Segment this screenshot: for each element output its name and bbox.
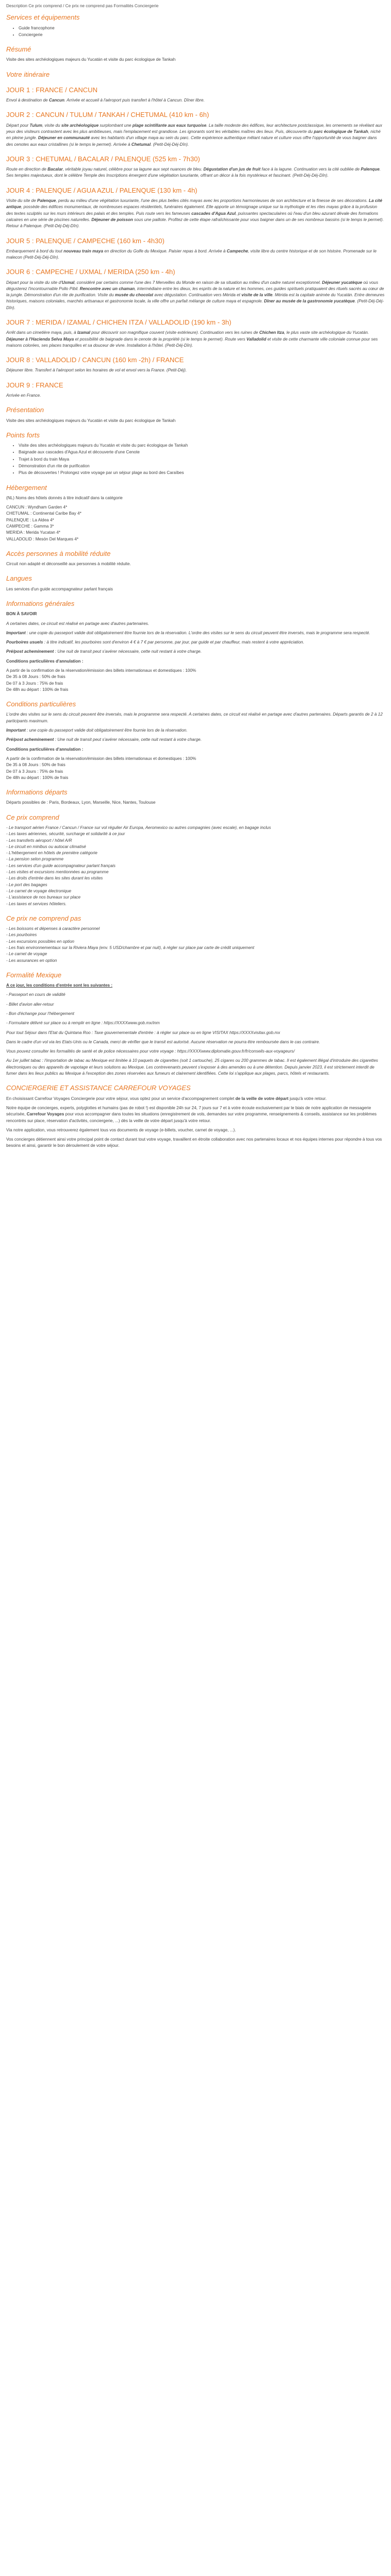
hotel-list — [6, 504, 385, 543]
day-description — [6, 330, 385, 349]
annulation-line: A partir de la confirmation de la réservation/émission des billets internationaux et domestiques : 100% — [6, 756, 197, 761]
prix-comprend-list — [6, 825, 385, 907]
infos-depart-title: Informations départs — [6, 788, 68, 796]
prix-comprend-line: - L'hébergement en hôtels de première catégorie — [6, 851, 97, 856]
prix-comprend-line: - Le transport aérien France / Cancun / France sur vol régulier Air Europa, Aeromexico ou autres compagnies (avec escale), en bagage inclus — [6, 825, 271, 830]
text-run: . Ses temples majestueux, dont le célèbre Temple des Inscriptions émergent d'une végétation luxuriante, offrant un décor à la fois mystérieux et fascinant. (Petit-Déj-Déj-Dîn). — [6, 167, 381, 178]
prix-comprend-line: - La pension selon programme — [6, 857, 64, 862]
text-run: L'ordre des visites sur le sens du circuit peuvent être inversés, mais le programme sera respecté. A certaines dates, ce circuit est réalisé en partage avec d'autres partenaires. Départs garantis de 2 à 12 participants maximum. — [6, 712, 383, 723]
annulation-list — [6, 756, 385, 781]
text-run: , puissantes spectaculaires où l'eau d'un bleu azurant dévale des formations calcaires en une série de piscines naturelles. — [6, 211, 379, 222]
text-run: Déjeuner libre. Transfert à l'aéroport selon les horaires de vol et envol vers la France. (Petit-Déj). — [6, 368, 187, 373]
formalite-paragraph: Vous pouvez consulter les formalités de santé et de police nécessaires pour votre voyage : https://XXXXwww.diplomatie.gouv.fr/fr/conseils-aux-voyageurs/ — [6, 1049, 295, 1054]
hotel-line: VALLADOLID : Mesón Del Marques 4* — [6, 536, 79, 541]
point-fort-item: • Baignade aux cascades d'Agua Azul et découverte d'une Cenote — [19, 449, 385, 455]
bold-run: Campeche — [226, 248, 248, 253]
bold-run: de la veille de votre départ — [235, 1096, 289, 1101]
product-page — [0, 0, 391, 1162]
bold-run: plage scintillante aux eaux turquoise — [132, 123, 207, 128]
text-run: : Une nuit de transit peut s'avérer nécessaire, cette nuit restant à votre charge. — [54, 649, 202, 654]
hotel-line: CANCUN : Wyndham Garden 4* — [6, 505, 68, 510]
text-run: avec les habitants d'un village maya au sein du parc. Cette expérience authentique mêlant nature et culture vous offre l'opportunité de vous baigner dans des cenotes aux eaux cristallines (si le temps le permet). Arrivée à — [6, 135, 377, 147]
annulation-list — [6, 668, 385, 693]
formalite-paragraph: Pour tout Séjour dans l'Etat du Quintana Roo : Taxe gouvernementale d'entrée : à régler sur place ou en ligne VISITAX https://XXXXvisitax.gob.mx — [6, 1030, 281, 1035]
bold-run: Izamal — [77, 330, 90, 335]
bold-run: Tulum — [29, 123, 42, 128]
day-description — [6, 123, 385, 148]
acces-text: Circuit non adapté et déconseillé aux personnes à mobilité réduite. — [6, 562, 131, 567]
prix-comprend-line: - Les taxes aériennes, sécurité, surcharge et solidarité à ce jour — [6, 832, 125, 837]
service-item: • Conciergerie — [19, 32, 385, 38]
conciergerie-paras — [6, 1096, 385, 1149]
prix-comprend-line: - L'assistance de nos bureaux sur place — [6, 895, 81, 900]
bold-run: Uxmal — [61, 280, 75, 285]
prix-comprend-line: - Les transferts aéroport / hôtel A/R — [6, 838, 72, 843]
text-run: En choisissant Carrefour Voyages Conciergerie pour votre séjour, vous optez pour un service d'accompagnement complet — [6, 1096, 236, 1101]
bold-run: Palenque — [37, 198, 56, 204]
text-run: face à la lagune. Continuation vers la cité oubliée de — [260, 167, 361, 172]
formalite-item: - Bon d'échange pour l'hébergement — [6, 1011, 74, 1016]
annulation-line: De 35 à 08 Jours : 50% de frais — [6, 762, 66, 768]
prix-comprend-line: - Le carnet de voyage électronique — [6, 888, 72, 893]
prix-comprend-title: Ce prix comprend — [6, 813, 59, 821]
infos-depart-text: Départs possibles de : Paris, Bordeaux, Lyon, Marseille, Nice, Nantes, Toulouse — [6, 800, 156, 805]
text-run: : à titre indicatif, les pourboires sont d'environ 4 € à 7 € par personne, par jour, par guide et par chauffeur, mais restent à votre appréciation. — [43, 640, 304, 645]
hebergement-title: Hébergement — [6, 483, 47, 492]
formalite-subtitle: A ce jour, les conditions d'entrée sont les suivantes : — [6, 983, 112, 988]
bold-run: Déjeuner de poisson — [91, 217, 133, 222]
prix-comprend-line: - Les taxes et services hôteliers. — [6, 901, 67, 906]
annulation-line: De 07 à 3 Jours : 75% de frais — [6, 681, 63, 686]
text-run: , perdu au milieu d'une végétation luxuriante, l'une des plus belles cités mayas avec les proportions harmonieuses de son architecture et la finesse de ses décorations. — [56, 198, 369, 204]
text-run: et visite de cette charmante ville coloniale connue pour ses maisons colorées, ses places tranquilles et sa douceur de vivre. Installation à l'hôtel. (Petit-Déj-Dîn). — [6, 336, 378, 348]
day-description — [6, 393, 385, 399]
prix-ne-comprend-line: - Les excursions possibles en option — [6, 939, 74, 944]
info-paragraph — [6, 1137, 385, 1149]
bold-run: site archéologique — [61, 123, 99, 128]
resume-text: Visite des sites archéologiques majeurs du Yucatán et visite du parc écologique de Tankah — [6, 57, 176, 62]
info-paragraph — [6, 737, 385, 743]
bold-run: musée du chocolat — [115, 293, 153, 298]
text-run: et possibilité de baignade dans le cenote de la propriété (si le temps le permet). Route vers — [74, 336, 247, 342]
day-title: JOUR 3 : CHETUMAL / BACALAR / PALENQUE (525 km - 7h30) — [6, 155, 200, 163]
prix-ne-comprend-line: - Les pourboires — [6, 933, 37, 938]
services-list — [6, 25, 385, 39]
bold-run: Valladolid — [246, 336, 267, 342]
bold-run: Pré/post acheminement — [6, 649, 54, 654]
text-run: sous une paillote. Profitez de cette étape rafraîchissante pour vous baigner dans un de ses nombreux bassins (si le temps le permet). Retour à Palenque. (Petit-Déj-Déj-Dîn). — [6, 217, 384, 229]
day-title: JOUR 7 : MERIDA / IZAMAL / CHICHEN ITZA / VALLADOLID (190 km - 3h) — [6, 318, 232, 327]
text-run: . La taille modeste des édifices, leur architecture postclassique, les ornements se révélant aux yeux des visiteurs contrastent avec les plus ambitieuses, mais l'emplacement est grandiose. Les ignorants sont les véritables maîtres des lieux. Puis, découverte du — [6, 123, 382, 134]
bold-run: Important — [6, 728, 26, 733]
text-run: surplombant une — [99, 123, 133, 128]
text-run: Visite du site de — [6, 198, 37, 204]
bold-run: Dégustation d'un jus de fruit — [203, 167, 261, 172]
description-line: Description Ce prix comprend / Ce prix ne comprend pas Formalités Conciergerie — [6, 4, 159, 8]
annulation-line: De 35 à 08 Jours : 50% de frais — [6, 674, 66, 680]
prix-ne-comprend-line: - Les boissons et dépenses à caractère personnel — [6, 926, 100, 931]
bon-a-savoir-label: BON À SAVOIR — [6, 612, 37, 617]
text-run: pour découvrir son magnifique couvent (visite extérieure). Continuation vers les ruines de — [90, 330, 259, 335]
formalite-title: Formalité Mexique — [6, 971, 61, 979]
bold-run: Déjeuner en communauté — [38, 135, 90, 141]
infos-generales-title: Informations générales — [6, 600, 75, 608]
prix-ne-comprend-pas-title: Ce prix ne comprend pas — [6, 914, 82, 922]
bold-run: Palenque — [361, 167, 380, 172]
prix-ne-comprend-line: - Les assurances en option — [6, 958, 57, 963]
info-paragraph — [6, 639, 385, 646]
day-description — [6, 198, 385, 229]
presentation-text: Visite des sites archéologiques majeurs du Yucatán et visite du parc écologique de Tankah — [6, 418, 176, 423]
day-title: JOUR 8 : VALLADOLID / CANCUN (160 km -2h) / FRANCE — [6, 356, 184, 364]
text-run: pour vous accompagner dans toutes les situations (enregistrement de vols, demandes sur votre programme, renseignements & conseils, assistance sur les problèmes rencontrés sur place, réservation d'activités, conciergerie, ...) dès la veille de votre départ jusqu'à votre retour. — [6, 1112, 377, 1123]
bold-run: Pourboires usuels — [6, 640, 43, 645]
bold-run: Déjeuner à l'Hacienda Selva Maya — [6, 336, 74, 342]
day-title: JOUR 6 : CAMPECHE / UXMAL / MERIDA (250 km - 4h) — [6, 268, 175, 276]
text-run: . (Petit-Déj-Déj-Dîn). — [6, 299, 384, 310]
bold-run: La cité antique — [6, 198, 382, 210]
day-description — [6, 280, 385, 311]
bold-run: Dîner au musée de la gastronomie yucatèque — [264, 299, 355, 304]
prix-comprend-line: - Le port des bagages — [6, 882, 47, 887]
text-run: en direction du Golfe du Mexique. Paisier repas à bord. Arrivée à — [103, 248, 227, 253]
text-run: Via notre application, vous retrouverez également tous vos documents de voyage (e-billets, voucher, carnet de voyage, ...). — [6, 1127, 236, 1132]
formalite-item: - Billet d'avion aller-retour — [6, 1002, 54, 1007]
text-run: : une copie du passeport valide doit obligatoirement être fournie lors de la réservation. — [25, 728, 188, 733]
langues-title: Langues — [6, 574, 32, 583]
hotel-line: PALENQUE : La Aldea 4* — [6, 517, 54, 522]
bold-run: Cancun — [48, 98, 64, 103]
points-forts-list — [6, 443, 385, 476]
text-run: Arrêt dans un cimetière maya, puis, à — [6, 330, 77, 335]
prix-ne-comprend-line: - Le carnet de voyage — [6, 952, 47, 957]
text-run: jusqu'à votre retour. — [288, 1096, 327, 1101]
info-paragraph — [6, 621, 385, 627]
day-title: JOUR 4 : PALENQUE / AGUA AZUL / PALENQUE (130 km - 4h) — [6, 186, 198, 194]
services-title: Services et équipements — [6, 13, 80, 22]
point-fort-item: • Démonstration d'un rite de purification — [19, 463, 385, 469]
presentation-title: Présentation — [6, 406, 44, 414]
bold-run: parc écologique de Tankah — [314, 129, 368, 134]
formalite-list — [6, 992, 385, 1026]
prix-comprend-line: - Le circuit en minibus ou autocar climatisé — [6, 844, 86, 849]
text-run: : une copie du passeport valide doit obligatoirement être fournie lors de la réservation. L'ordre des visites sur le sens du circuit peuvent être inversés, mais le programme sera respecté. — [25, 630, 370, 635]
prix-comprend-line: - Les services d'un guide accompagnateur parlant français — [6, 863, 116, 868]
text-run: Départ pour la visite du site d' — [6, 280, 62, 285]
annulation-line: De 48h au départ : 100% de frais — [6, 687, 69, 692]
text-run: , possède des édifices monumentaux, de nombreuses espaces résidentiels, funéraires également. Elle apporte un témoignage unique sur la mythologie et les rites mayas grâce à la profusion des textes sculptés sur les murs intérieurs des palais et des temples. Puis route vers les fameuses — [6, 205, 378, 216]
text-run: A certaines dates, ce circuit est réalisé en partage avec d'autres partenaires. — [6, 621, 150, 626]
info-paragraph — [6, 1127, 385, 1133]
text-run: Envol à destination de — [6, 98, 49, 103]
text-run: Arrivée en France. — [6, 393, 41, 398]
text-run: . Mérida est la capitale animée du Yucatán. Entre demeures historiques, maisons coloniales, marchés artisanaux et gastronomie locale, la ville offre un parfait mélange de culture maya et espagnole. — [6, 293, 385, 304]
info-paragraph — [6, 1105, 385, 1124]
day-title: JOUR 9 : FRANCE — [6, 381, 63, 389]
bold-run: visite de la ville — [241, 293, 273, 298]
prix-comprend-line: - Les droits d'entrée dans les sites durant les visites — [6, 876, 103, 881]
info-paragraph — [6, 711, 385, 724]
annulation-title: Conditions particulières d'annulation : — [6, 658, 84, 664]
langues-text: Les services d'un guide accompagnateur parlant français — [6, 586, 113, 591]
text-run: . (Petit-Déj-Déj-Dîn). — [151, 142, 189, 147]
text-run: avec dégustation. Continuation vers Mérida et — [153, 293, 242, 298]
text-run: , visite du — [42, 123, 61, 128]
hebergement-intro: (NL) Noms des hôtels donnés à titre indicatif dans la catégorie — [6, 495, 123, 500]
formalite-paragraph: Dans le cadre d'un vol via les Etats-Unis ou le Canada, merci de vérifier que le transit est autorisé. Aucune réservation ne pourra être remboursée dans le cas contraire. — [6, 1039, 320, 1044]
formalite-item: - Formulaire délivré sur place ou à remplir en ligne : https://XXXXwww.gob.mx/inm — [6, 1021, 160, 1026]
text-run: , le plus vaste site archéologique du Yucatán. — [284, 330, 369, 335]
bold-run: Chetumal — [131, 142, 151, 147]
annulation-line: A partir de la confirmation de la réservation/émission des billets internationaux et domestiques : 100% — [6, 668, 197, 673]
day-title: JOUR 1 : FRANCE / CANCUN — [6, 86, 97, 94]
text-run: : Une nuit de transit peut s'avérer nécessaire, cette nuit restant à votre charge. — [54, 737, 202, 742]
day-description — [6, 97, 385, 104]
day-description — [6, 367, 385, 374]
info-paragraph — [6, 649, 385, 655]
points-forts-title: Points forts — [6, 431, 40, 439]
text-run: où vous dégusterez l'incontournable Pollo Pibil. — [6, 280, 379, 291]
resume-title: Résumé — [6, 45, 31, 54]
text-run: , visite libre du centre historique et de son histoire. Promenade sur le malecon (Petit-Déj-Déj-Dîn). — [6, 248, 377, 260]
text-run: , véritable joyau naturel, célèbre pour sa lagune aux sept nuances de bleu. — [62, 167, 204, 172]
bold-run: Bacalar — [47, 167, 63, 172]
bold-run: Chichen Itza — [259, 330, 284, 335]
text-run: Départ pour — [6, 123, 30, 128]
bold-run: nouveau train maya — [63, 248, 103, 253]
text-run: Vos concierges détiennent ainsi votre principal point de contact durant tout votre voyage, travaillent en étroite collaboration avec nos partenaires locaux et nos équipes internes pour répondre à tous vos besoins et ainsi, garantir le bon déroulement de votre séjour. — [6, 1137, 382, 1148]
prix-ne-comprend-list — [6, 926, 385, 964]
service-item: • Guide francophone — [19, 25, 385, 31]
conditions-particulieres-title: Conditions particulières — [6, 700, 76, 708]
day-description — [6, 166, 385, 179]
annulation-line: De 07 à 3 Jours : 75% de frais — [6, 769, 63, 774]
day-title: JOUR 5 : PALENQUE / CAMPECHE (160 km - 4h30) — [6, 236, 165, 245]
day-description — [6, 248, 385, 261]
itinerary-title: Votre itinéraire — [6, 70, 50, 78]
conciergerie-title: CONCIERGERIE ET ASSISTANCE CARREFOUR VOYAGES — [6, 1084, 191, 1092]
formalite-item: - Passeport en cours de validité — [6, 992, 66, 997]
day-title: JOUR 2 : CANCUN / TULUM / TANKAH / CHETUMAL (410 km - 6h) — [6, 111, 209, 119]
point-fort-item: • Visite des sites archéologiques majeurs du Yucatán et visite du parc écologique de Tankah — [19, 443, 385, 449]
hotel-line: MERIDA : Merida Yucatan 4* — [6, 530, 60, 535]
hotel-line: CAMPECHE : Gamma 3* — [6, 524, 54, 529]
bold-run: Carrefour Voyages — [26, 1112, 64, 1117]
info-paragraph — [6, 630, 385, 636]
bold-run: cascades d'Agua Azul — [191, 211, 236, 216]
info-paragraph — [6, 727, 385, 734]
text-run: Embarquement à bord du tout — [6, 248, 64, 253]
bold-run: Pré/post acheminement — [6, 737, 54, 742]
text-run: . Arrivée et accueil à l'aéroport puis transfert à l'hôtel à Cancun. Dîner libre. — [64, 98, 205, 103]
text-run: Route en direction de — [6, 167, 48, 172]
acces-title: Accès personnes à mobilité réduite — [6, 549, 111, 557]
text-run: , niché en pleine jungle. — [6, 129, 381, 141]
bold-run: Déjeuner yucatèque — [322, 280, 363, 285]
prix-comprend-line: - Les visites et excursions mentionnées au programme — [6, 870, 109, 875]
bold-run: Important — [6, 630, 26, 635]
bold-run: Rencontre avec un chaman — [79, 286, 135, 291]
prix-ne-comprend-line: - Les frais environnementaux sur la Riviera Maya (env. 5 USD/chambre et par nuit), à régler sur place par carte de crédit uniquement — [6, 945, 254, 950]
text-run: , intermédiaire entre les dieux, les esprits de la nature et les hommes, ces guides spirituels pratiquaient des rituels sacrés au cœur de la jungle. Démonstration d'un rite de purification. Visite du — [6, 286, 384, 298]
info-paragraph — [6, 1096, 385, 1102]
text-run: , considéré par certains comme l'une des 7 Merveilles du Monde en raison de sa situation au milieu d'un cadre naturel exceptionnel. — [74, 280, 322, 285]
formalite-paras — [6, 1030, 385, 1077]
infos-generales-paras — [6, 621, 385, 655]
text-run: Notre équipe de concierges, experts, polyglottes et humains (pas de robot !) est disponible 24h sur 24, 7 jours sur 7 et à votre écoute exclusivement par le biais de notre application de messagerie sécurisée, — [6, 1105, 371, 1117]
itinerary-days — [6, 86, 385, 399]
annulation-line: De 48h au départ : 100% de frais — [6, 775, 69, 780]
hotel-line: CHETUMAL : Continental Caribe Bay 4* — [6, 511, 82, 516]
point-fort-item: • Plus de découvertes ! Prolongez votre voyage par un séjour plage au bord des Caraïbes — [19, 470, 385, 476]
point-fort-item: • Trajet à bord du train Maya — [19, 456, 385, 463]
conditions-paras — [6, 711, 385, 743]
formalite-paragraph: Au 1er juillet tabac : l'importation de tabac au Mexique est limitée à 10 paquets de cigarettes (soit 1 cartouche), 25 cigares ou 200 grammes de tabac. Il est également illégal d'introduire des cigarettes électroniques ou des appareils de vapotage et leurs solutions au Mexique. Les contrevenants peuvent s'exposer à des amendes ou à une détention. Depuis janvier 2023, il est strictement interdit de fumer dans les lieux publics au Mexique à l'exception des zones réservées aux fumeurs et clairement identifiées. Cette loi s'applique aux plages, parcs, hôtels et restaurants. — [6, 1058, 378, 1076]
annulation-title: Conditions particulières d'annulation : — [6, 747, 84, 752]
